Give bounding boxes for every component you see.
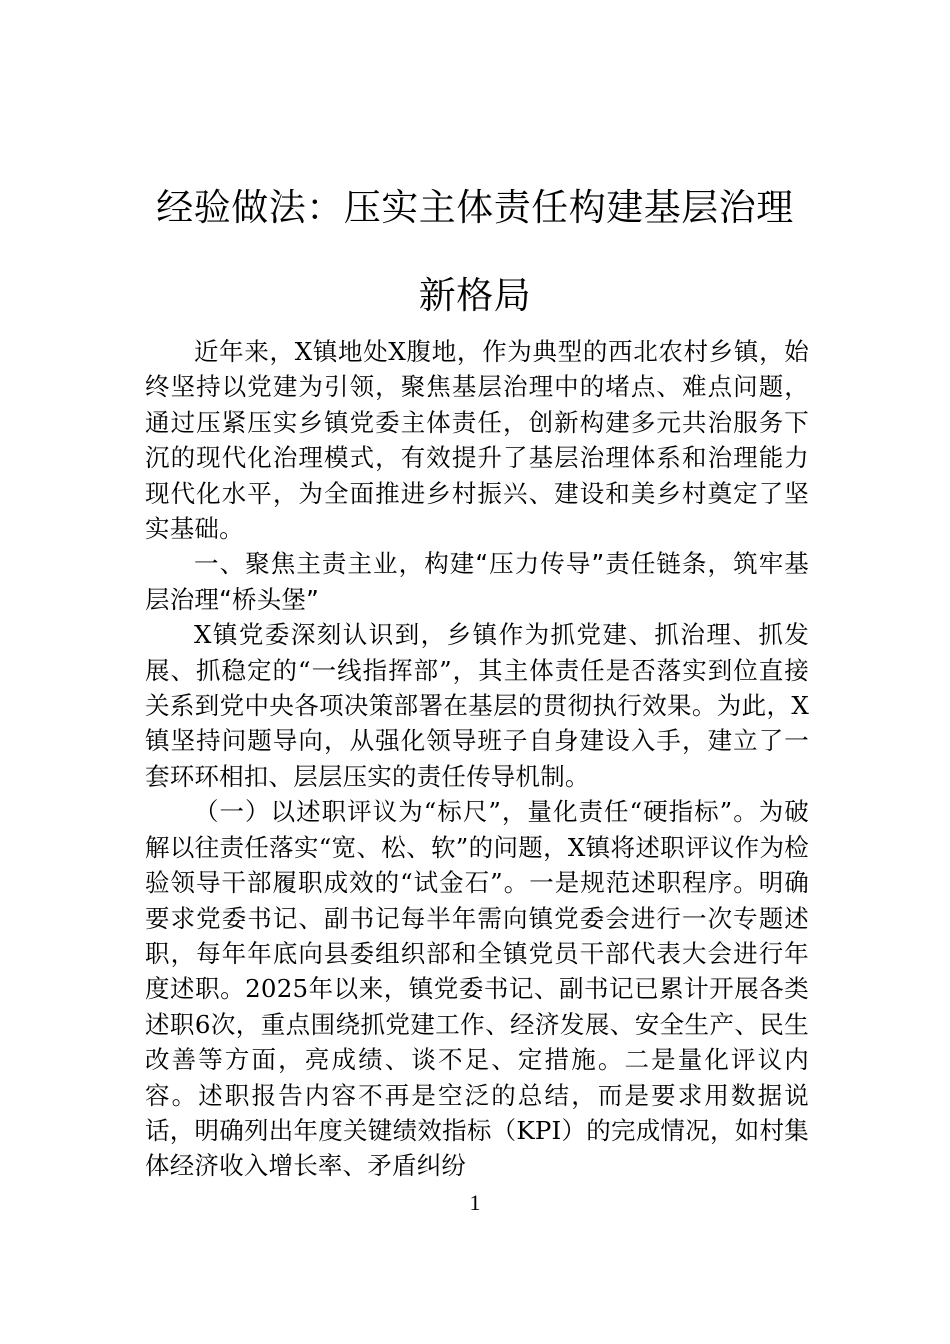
document-body [145,334,809,1184]
section-heading-1: 一、聚焦主责主业，构建“压力传导”责任链条，筑牢基层治理“桥头堡” [145,549,809,614]
subsection-paragraph-1: （一）以述职评议为“标尺”，量化责任“硬指标”。为破解以往责任落实“宽、松、软”的问题，X镇将述职评议作为检验领导干部履职成效的“试金石”。一是规范述职程序。明确要求党委书记、副书记每半年需向镇党委会进行一次专题述职，每年年底向县委组织部和全镇党员干部代表大会进行年度述职。2025年以来，镇党委书记、副书记已累计开展各类述职6次，重点围绕抓党建工作、经济发展、安全生产、民生改善等方面，亮成绩、谈不足、定措施。二是量化评议内容。述职报告内容不再是空泛的总结，而是要求用数据说话，明确列出年度关键绩效指标（KPI）的完成情况，如村集体经济收入增长率、矛盾纠纷 [145,797,809,1181]
body-paragraph: X镇党委深刻认识到，乡镇作为抓党建、抓治理、抓发展、抓稳定的“一线指挥部”，其主体责任是否落实到位直接关系到党中央各项决策部署在基层的贯彻执行效果。为此，X镇坚持问题导向，从强化领导班子自身建设入手，建立了一套环环相扣、层层压实的责任传导机制。 [145,620,809,791]
intro-paragraph: 近年来，X镇地处X腹地，作为典型的西北农村乡镇，始终坚持以党建为引领，聚焦基层治理中的堵点、难点问题，通过压紧压实乡镇党委主体责任，创新构建多元共治服务下沉的现代化治理模式，有效提升了基层治理体系和治理能力现代化水平，为全面推进乡村振兴、建设和美乡村奠定了坚实基础。 [145,337,809,544]
document-title: 经验做法：压实主体责任构建基层治理新格局 [156,186,794,317]
page-number: 1 [469,1190,481,1215]
